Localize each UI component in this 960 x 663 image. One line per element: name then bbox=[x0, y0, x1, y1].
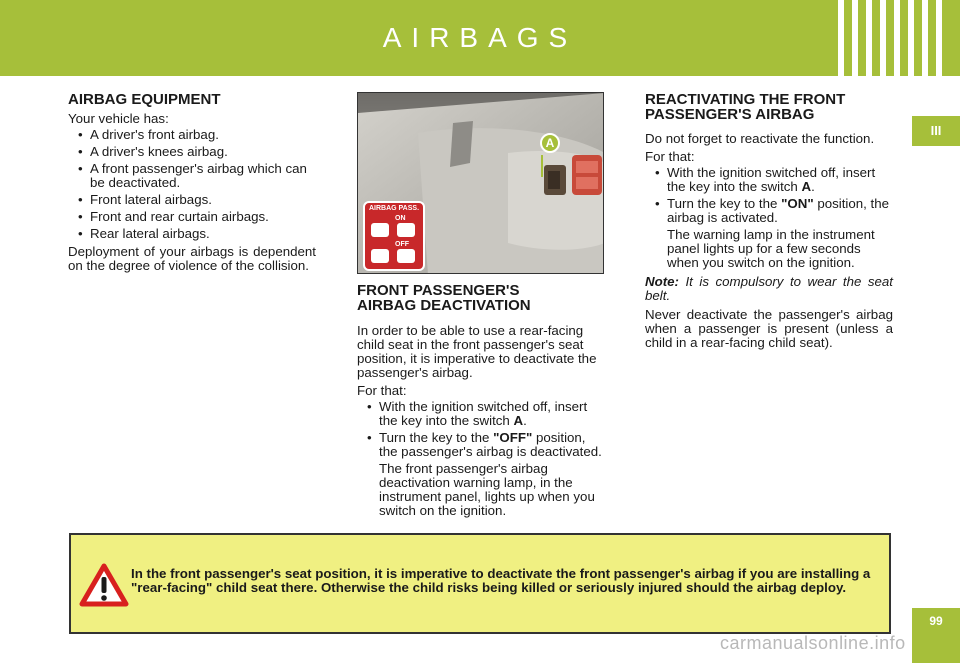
reactivation-heading: REACTIVATING THE FRONT PASSENGER'S AIRBAG bbox=[645, 91, 846, 123]
child-seat-icon bbox=[397, 249, 415, 263]
page-title: AIRBAGS bbox=[382, 22, 578, 53]
list-item: • With the ignition switched off, insert the key into the switch A. bbox=[357, 400, 607, 428]
reactivation-intro: Do not forget to reactivate the function. bbox=[645, 131, 875, 146]
warning-box bbox=[69, 533, 891, 634]
deactivation-heading: FRONT PASSENGER'S AIRBAG DEACTIVATION bbox=[357, 282, 531, 314]
reactivation-lamp-text: The warning lamp in the instrument panel lights up for a few seconds when you switch on the ignition. bbox=[667, 227, 875, 270]
watermark: carmanualsonline.info bbox=[720, 633, 906, 653]
child-seat-crossed-icon bbox=[397, 223, 415, 237]
deactivation-section bbox=[357, 283, 607, 523]
equipment-intro: Your vehicle has: bbox=[68, 111, 169, 126]
panel-title: AIRBAG PASS. bbox=[368, 205, 420, 212]
reactivation-steps bbox=[645, 166, 893, 225]
list-item: • A driver's front airbag. bbox=[68, 128, 316, 142]
never-deactivate-text: Never deactivate the passenger's airbag when a passenger is present (unless a child in a rear-facing child seat). bbox=[645, 307, 893, 350]
marker-line bbox=[541, 155, 543, 177]
airbag-pass-panel bbox=[363, 201, 425, 271]
equipment-heading: AIRBAG EQUIPMENT bbox=[68, 91, 221, 108]
note: Note: It is compulsory to wear the seat belt. bbox=[645, 274, 893, 303]
list-item: • Front lateral airbags. bbox=[68, 193, 316, 207]
equipment-list bbox=[68, 128, 316, 241]
list-item: • Turn the key to the "OFF" position, the passenger's airbag is deactivated. bbox=[357, 431, 607, 459]
chapter-tab[interactable]: III bbox=[912, 116, 960, 146]
switch-photo bbox=[357, 92, 604, 274]
list-item: • A front passenger's airbag which can be deactivated. bbox=[68, 162, 316, 190]
warning-text: In the front passenger's seat position, it is imperative to deactivate the front passenger's airbag if you are installing a "rear-facing" child seat there. Otherwise the child risks being killed or seriously injured should the airbag deploy. bbox=[131, 566, 871, 595]
list-item: • With the ignition switched off, insert the key into the switch A. bbox=[645, 166, 893, 194]
off-label: OFF bbox=[395, 241, 409, 248]
deactivation-for-that: For that: bbox=[357, 383, 407, 398]
seat-crossed-icon bbox=[371, 249, 389, 263]
list-item: • Front and rear curtain airbags. bbox=[68, 210, 316, 224]
warning-icon bbox=[79, 563, 129, 607]
equipment-section bbox=[68, 92, 316, 278]
reactivation-section bbox=[645, 92, 893, 355]
deployment-text: Deployment of your airbags is dependent on the degree of violence of the collision. bbox=[68, 244, 316, 273]
on-label: ON bbox=[395, 215, 406, 222]
header-bar bbox=[0, 0, 960, 76]
list-item: • A driver's knees airbag. bbox=[68, 145, 316, 159]
reactivation-for-that: For that: bbox=[645, 149, 695, 164]
switch-marker: A bbox=[540, 133, 560, 153]
seat-icon bbox=[371, 223, 389, 237]
page-number: 99 bbox=[912, 608, 960, 663]
list-item: • Turn the key to the "ON" position, the airbag is activated. bbox=[645, 197, 893, 225]
deactivation-intro: In order to be able to use a rear-facing child seat in the front passenger's seat position, it is imperative to deactivate the passenger's airbag. bbox=[357, 323, 597, 380]
deactivation-steps bbox=[357, 400, 607, 459]
list-item: • Rear lateral airbags. bbox=[68, 227, 316, 241]
deactivation-lamp-text: The front passenger's airbag deactivation warning lamp, in the instrument panel, lights up when you switch on the ignition. bbox=[379, 461, 595, 518]
